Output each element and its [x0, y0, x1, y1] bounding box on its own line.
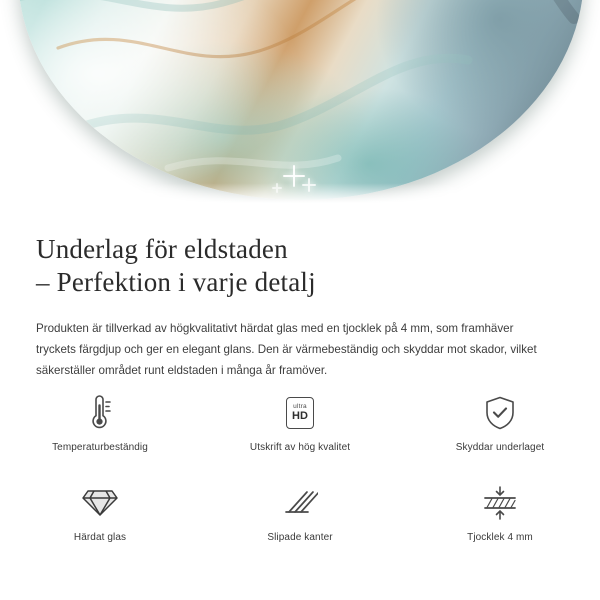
feature-label: Slipade kanter	[267, 532, 333, 543]
shield-check-icon	[483, 390, 517, 436]
feature-item-thickness	[400, 480, 600, 570]
ultra-hd-top-text: ultra	[293, 402, 307, 410]
feature-label: Härdat glas	[73, 532, 127, 543]
feature-label: Skyddar underlaget	[455, 442, 545, 453]
feature-item-temperature	[0, 390, 200, 480]
body-paragraph: Produkten är tillverkad av högkvalitativt härdat glas med en tjocklek på 4 mm, som framhäver tryckets färgdjup och ger en elegant glans. Den är värmebeständig och skyddar mot skador, vilket säkerställer området runt eldstaden i många år framöver.	[36, 322, 537, 377]
hero-image	[0, 0, 600, 205]
thermometer-icon	[83, 390, 117, 436]
headline-line-2: – Perfektion i varje detalj	[36, 267, 316, 297]
headline-line-1: Underlag för eldstaden	[36, 234, 288, 264]
marble-texture	[18, 0, 584, 200]
glass-disc	[18, 0, 584, 200]
feature-label: Tjocklek 4 mm	[467, 532, 533, 543]
polished-edges-icon	[282, 480, 318, 526]
feature-item-print-quality	[200, 390, 400, 480]
feature-item-polished-edges	[200, 480, 400, 570]
ultra-hd-bottom-text: HD	[292, 410, 308, 423]
feature-grid	[0, 390, 600, 570]
text-content	[0, 205, 600, 381]
feature-item-tempered-glass	[0, 480, 200, 570]
marble-vein-overlay	[18, 0, 584, 200]
ultra-hd-icon	[286, 390, 314, 436]
feature-label: Temperaturbeständig	[52, 442, 148, 453]
thickness-arrows-icon	[482, 480, 518, 526]
feature-item-protection	[400, 390, 600, 480]
diamond-icon	[81, 480, 119, 526]
feature-label: Utskrift av hög kvalitet	[249, 442, 351, 453]
page-title	[0, 205, 600, 299]
